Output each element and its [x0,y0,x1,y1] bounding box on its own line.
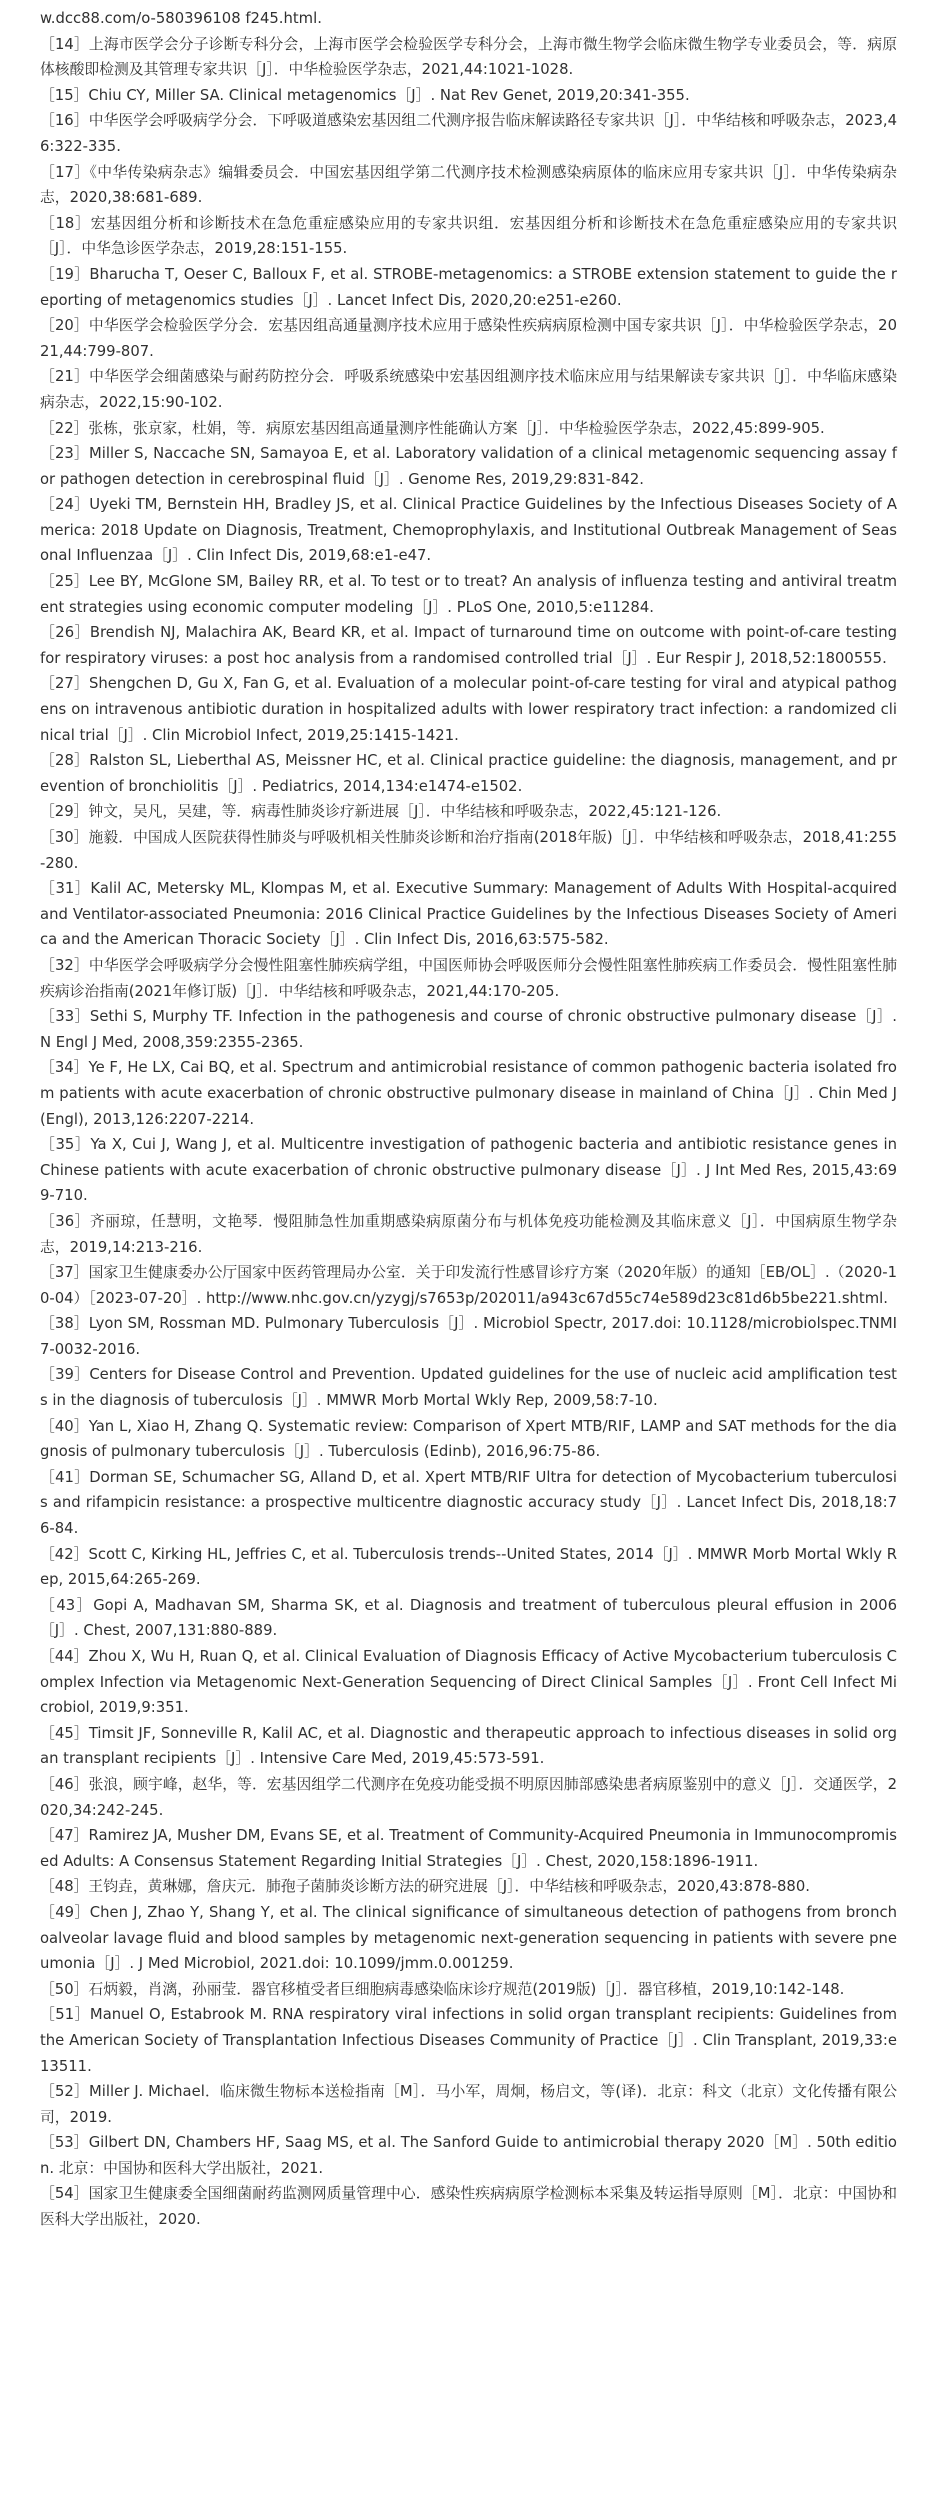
reference-20: ［20］中华医学会检验医学分会．宏基因组高通量测序技术应用于感染性疾病病原检测中国专家共识［J］．中华检验医学杂志，2021,44:799-807. [40,317,897,360]
reference-35: ［35］Ya X, Cui J, Wang J, et al. Multicentre investigation of pathogenic bacteria and antibiotic resistance genes in Chinese patients with acute exacerbation of chronic obstructive pulmonary disease［J］. J Int Med Res, 2015,43:699-710. [40,1136,897,1205]
reference-17: ［17］《中华传染病杂志》编辑委员会．中国宏基因组学第二代测序技术检测感染病原体的临床应用专家共识［J］．中华传染病杂志，2020,38:681-689. [40,163,897,207]
reference-41: ［41］Dorman SE, Schumacher SG, Alland D, et al. Xpert MTB/RIF Ultra for detection of Mycobacterium tuberculosis and rifampicin resistance: a prospective multicentre diagnostic accuracy study［J］. Lancet Infect Dis, 2018,18:76-84. [40,1468,897,1538]
reference-44: ［44］Zhou X, Wu H, Ruan Q, et al. Clinical Evaluation of Diagnosis Efficacy of Active Mycobacterium tuberculosis Complex Infection via Metagenomic Next-Generation Sequencing of Direct Clinical Samples［J］. Front Cell Infect Microbiol, 2019,9:351. [40,1648,897,1717]
reference-52: ［52］Miller J. Michael．临床微生物标本送检指南［M］．马小军，周炯，杨启文，等(译)．北京：科文（北京）文化传播有限公司，2019. [40,2083,897,2126]
reference-list [40,6,897,2233]
reference-38: ［38］Lyon SM, Rossman MD. Pulmonary Tuberculosis［J］. Microbiol Spectr, 2017.doi: 10.1128/microbiolspec.TNMI7-0032-2016. [40,1315,897,1358]
reference-47: ［47］Ramirez JA, Musher DM, Evans SE, et al. Treatment of Community-Acquired Pneumonia in Immunocompromised Adults: A Consensus Statement Regarding Initial Strategies［J］. Chest, 2020,158:1896-1911. [40,1827,897,1870]
reference-continuation: w.dcc88.com/o-580396108 f245.html. [40,10,322,27]
reference-21: ［21］中华医学会细菌感染与耐药防控分会．呼吸系统感染中宏基因组测序技术临床应用与结果解读专家共识［J］．中华临床感染病杂志，2022,15:90-102. [40,368,897,411]
reference-33: ［33］Sethi S, Murphy TF. Infection in the pathogenesis and course of chronic obstructive pulmonary disease［J］. N Engl J Med, 2008,359:2355-2365. [40,1008,897,1051]
reference-31: ［31］Kalil AC, Metersky ML, Klompas M, et al. Executive Summary: Management of Adults With Hospital-acquired and Ventilator-associated Pneumonia: 2016 Clinical Practice Guidelines by the Infectious Diseases Society of America and the American Thoracic Society［J］. Clin Infect Dis, 2016,63:575-582. [40,880,897,949]
reference-51: ［51］Manuel O, Estabrook M. RNA respiratory viral infections in solid organ transplant recipients: Guidelines from the American Society of Transplantation Infectious Diseases Community of Practice［J］. Clin Transplant, 2019,33:e13511. [40,2006,897,2075]
reference-24: ［24］Uyeki TM, Bernstein HH, Bradley JS, et al. Clinical Practice Guidelines by the Infectious Diseases Society of America: 2018 Update on Diagnosis, Treatment, Chemoprophylaxis, and Institutional Outbreak Management of Seasonal Influenzaa［J］. Clin Infect Dis, 2019,68:e1-e47. [40,496,897,565]
reference-34: ［34］Ye F, He LX, Cai BQ, et al. Spectrum and antimicrobial resistance of common pathogenic bacteria isolated from patients with acute exacerbation of chronic obstructive pulmonary disease in mainland of China［J］. Chin Med J (Engl), 2013,126:2207-2214. [40,1059,897,1128]
reference-29: ［29］钟文，吴凡，吴建，等．病毒性肺炎诊疗新进展［J］．中华结核和呼吸杂志，2022,45:121-126. [40,803,722,821]
reference-39: ［39］Centers for Disease Control and Prevention. Updated guidelines for the use of nucleic acid amplification tests in the diagnosis of tuberculosis［J］. MMWR Morb Mortal Wkly Rep, 2009,58:7-10. [40,1366,897,1410]
reference-28: ［28］Ralston SL, Lieberthal AS, Meissner HC, et al. Clinical practice guideline: the diagnosis, management, and prevention of bronchiolitis［J］. Pediatrics, 2014,134:e1474-e1502. [40,752,897,795]
reference-36: ［36］齐丽琼，任慧明，文艳琴．慢阻肺急性加重期感染病原菌分布与机体免疫功能检测及其临床意义［J］．中国病原生物学杂志，2019,14:213-216. [40,1212,897,1256]
reference-53: ［53］Gilbert DN, Chambers HF, Saag MS, et al. The Sanford Guide to antimicrobial therapy 2020［M］. 50th edition. 北京：中国协和医科大学出版社，2021. [40,2134,897,2177]
reference-50: ［50］石炳毅，肖漓，孙丽莹．器官移植受者巨细胞病毒感染临床诊疗规范(2019版)［J］．器官移植，2019,10:142-148. [40,1980,845,1998]
reference-37: ［37］国家卫生健康委办公厅国家中医药管理局办公室．关于印发流行性感冒诊疗方案（2020年版）的通知［EB/OL］.（2020-10-04）［2023-07-20］. http://www.nhc.gov.cn/yzygj/s7653p/202011/a943c67d55c74e589d23c81d6b5be221.shtml. [40,1264,897,1307]
reference-30: ［30］施毅．中国成人医院获得性肺炎与呼吸机相关性肺炎诊断和治疗指南(2018年版)［J］．中华结核和呼吸杂志，2018,41:255-280. [40,829,897,872]
reference-32: ［32］中华医学会呼吸病学分会慢性阻塞性肺疾病学组，中国医师协会呼吸医师分会慢性阻塞性肺疾病工作委员会．慢性阻塞性肺疾病诊治指南(2021年修订版)［J］．中华结核和呼吸杂志，2021,44:170-205. [40,956,897,1000]
reference-26: ［26］Brendish NJ, Malachira AK, Beard KR, et al. Impact of turnaround time on outcome with point-of-care testing for respiratory viruses: a post hoc analysis from a randomised controlled trial［J］. Eur Respir J, 2018,52:1800555. [40,624,897,667]
reference-25: ［25］Lee BY, McGlone SM, Bailey RR, et al. To test or to treat? An analysis of influenza testing and antiviral treatment strategies using economic computer modeling［J］. PLoS One, 2010,5:e11284. [40,573,897,616]
reference-23: ［23］Miller S, Naccache SN, Samayoa E, et al. Laboratory validation of a clinical metagenomic sequencing assay for pathogen detection in cerebrospinal fluid［J］. Genome Res, 2019,29:831-842. [40,445,897,488]
reference-15: ［15］Chiu CY, Miller SA. Clinical metagenomics［J］. Nat Rev Genet, 2019,20:341-355. [40,86,690,104]
reference-45: ［45］Timsit JF, Sonneville R, Kalil AC, et al. Diagnostic and therapeutic approach to infectious diseases in solid organ transplant recipients［J］. Intensive Care Med, 2019,45:573-591. [40,1724,897,1768]
reference-49: ［49］Chen J, Zhao Y, Shang Y, et al. The clinical significance of simultaneous detection of pathogens from bronchoalveolar lavage fluid and blood samples by metagenomic next-generation sequencing in patients with severe pneumonia［J］. J Med Microbiol, 2021.doi: 10.1099/jmm.0.001259. [40,1903,897,1973]
reference-22: ［22］张栋，张京家，杜娟，等．病原宏基因组高通量测序性能确认方案［J］．中华检验医学杂志，2022,45:899-905. [40,419,825,437]
reference-54: ［54］国家卫生健康委全国细菌耐药监测网质量管理中心．感染性疾病病原学检测标本采集及转运指导原则［M］．北京：中国协和医科大学出版社，2020. [40,2185,897,2229]
reference-43: ［43］Gopi A, Madhavan SM, Sharma SK, et al. Diagnosis and treatment of tuberculous pleural effusion in 2006［J］. Chest, 2007,131:880-889. [40,1596,897,1640]
reference-27: ［27］Shengchen D, Gu X, Fan G, et al. Evaluation of a molecular point-of-care testing for viral and atypical pathogens on intravenous antibiotic duration in hospitalized adults with lower respiratory tract infection: a randomized clinical trial［J］. Clin Microbiol Infect, 2019,25:1415-1421. [40,675,897,744]
reference-14: ［14］上海市医学会分子诊断专科分会，上海市医学会检验医学专科分会，上海市微生物学会临床微生物学专业委员会，等．病原体核酸即检测及其管理专家共识［J］．中华检验医学杂志，2021,44:1021-1028. [40,35,897,79]
reference-18: ［18］宏基因组分析和诊断技术在急危重症感染应用的专家共识组．宏基因组分析和诊断技术在急危重症感染应用的专家共识［J］．中华急诊医学杂志，2019,28:151-155. [40,214,897,258]
reference-46: ［46］张浪，顾宇峰，赵华，等．宏基因组学二代测序在免疫功能受损不明原因肺部感染患者病原鉴别中的意义［J］．交通医学，2020,34:242-245. [40,1775,897,1819]
reference-40: ［40］Yan L, Xiao H, Zhang Q. Systematic review: Comparison of Xpert MTB/RIF, LAMP and SAT methods for the diagnosis of pulmonary tuberculosis［J］. Tuberculosis (Edinb), 2016,96:75-86. [40,1417,897,1461]
reference-19: ［19］Bharucha T, Oeser C, Balloux F, et al. STROBE-metagenomics: a STROBE extension statement to guide the reporting of metagenomics studies［J］. Lancet Infect Dis, 2020,20:e251-e260. [40,265,897,309]
reference-16: ［16］中华医学会呼吸病学分会．下呼吸道感染宏基因组二代测序报告临床解读路径专家共识［J］．中华结核和呼吸杂志，2023,46:322-335. [40,112,897,155]
reference-42: ［42］Scott C, Kirking HL, Jeffries C, et al. Tuberculosis trends--United States, 2014［J］. MMWR Morb Mortal Wkly Rep, 2015,64:265-269. [40,1545,897,1589]
reference-48: ［48］王钧垚，黄琳娜，詹庆元．肺孢子菌肺炎诊断方法的研究进展［J］．中华结核和呼吸杂志，2020,43:878-880. [40,1878,810,1896]
